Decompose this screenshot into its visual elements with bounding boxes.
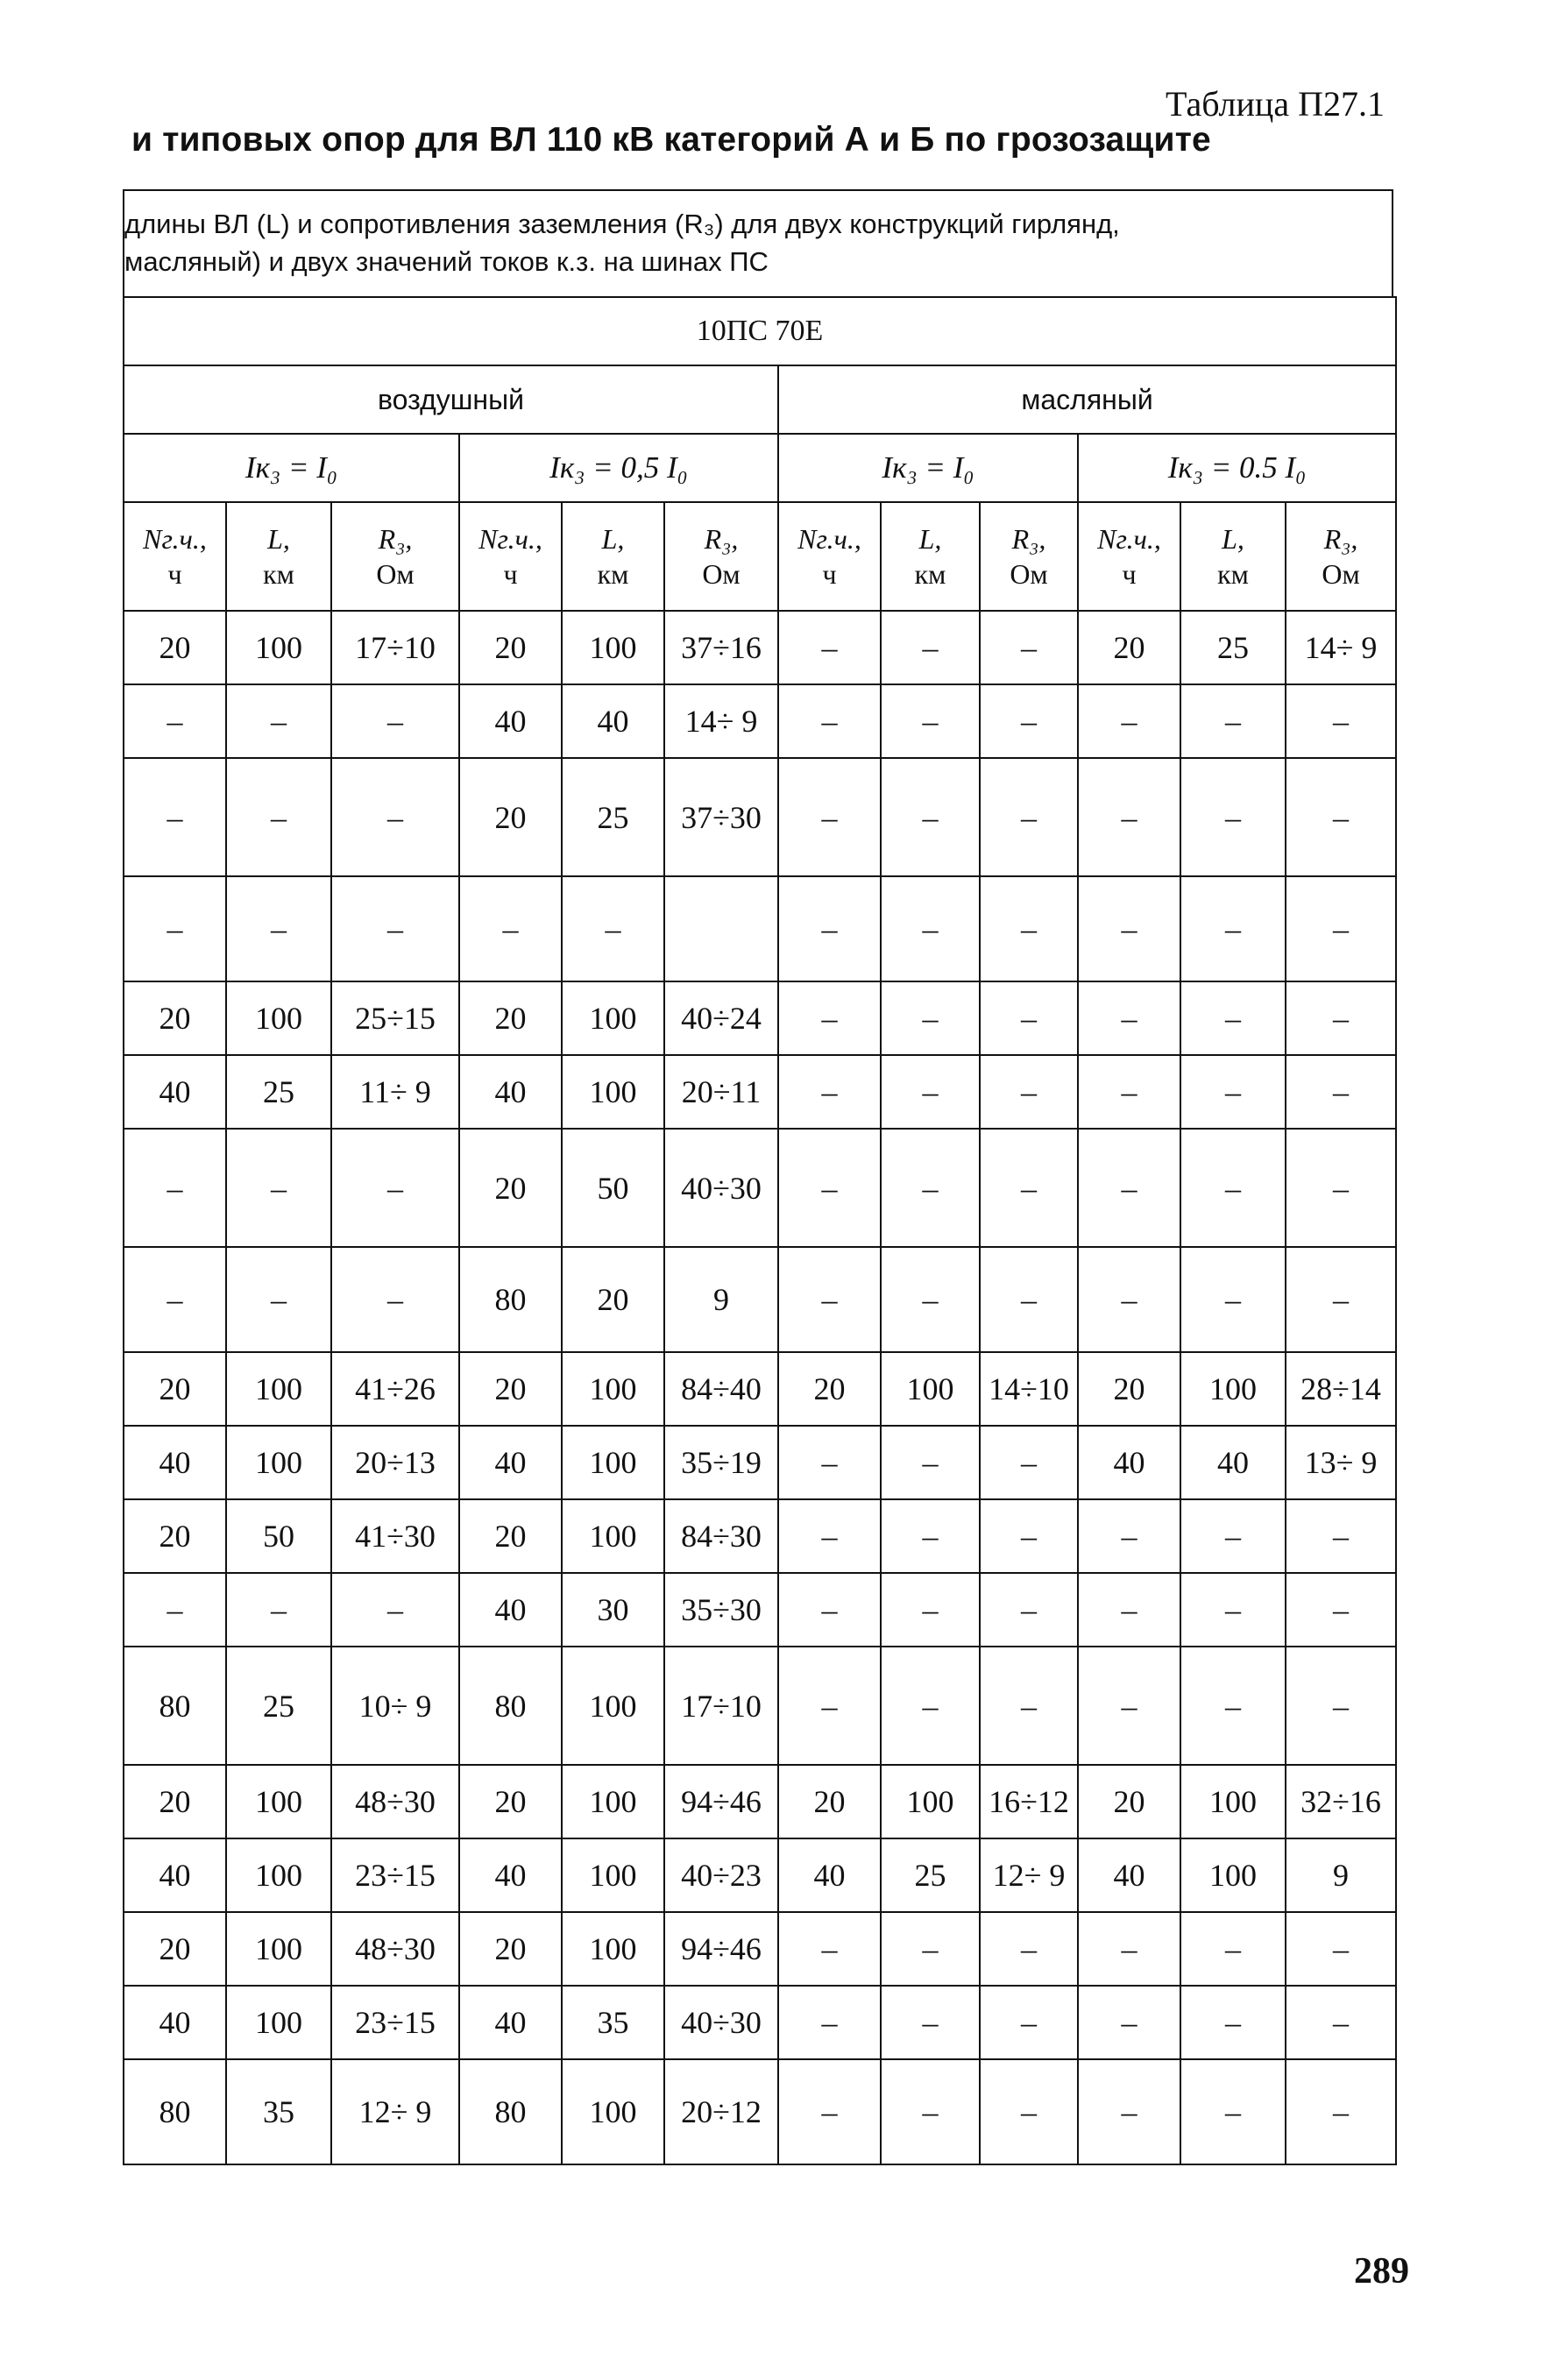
table-cell: 20 bbox=[459, 611, 562, 684]
table-cell: – bbox=[778, 981, 881, 1055]
data-table bbox=[123, 296, 1397, 2165]
table-cell: – bbox=[1286, 1247, 1396, 1352]
table-cell: 40 bbox=[124, 1426, 226, 1499]
table-cell: – bbox=[980, 1129, 1078, 1247]
table-cell: – bbox=[778, 1912, 881, 1986]
table-cell: 100 bbox=[562, 1426, 664, 1499]
table-cell: – bbox=[1180, 1912, 1286, 1986]
table-cell: 20 bbox=[459, 981, 562, 1055]
column-unit: Ом bbox=[1010, 558, 1048, 590]
column-symbol: L, bbox=[267, 523, 290, 555]
table-cell: 100 bbox=[1180, 1765, 1286, 1838]
table-cell: – bbox=[778, 2059, 881, 2164]
table-cell: – bbox=[331, 1573, 459, 1647]
table-cell: 37÷30 bbox=[664, 758, 778, 876]
column-header bbox=[664, 502, 778, 611]
column-header bbox=[331, 502, 459, 611]
table-cell: – bbox=[1180, 1055, 1286, 1129]
table-cell: 11÷ 9 bbox=[331, 1055, 459, 1129]
table-cell: – bbox=[1286, 981, 1396, 1055]
table-cell: – bbox=[1078, 1247, 1180, 1352]
table-cell: 100 bbox=[562, 1499, 664, 1573]
table-cell: 35÷19 bbox=[664, 1426, 778, 1499]
table-cell: – bbox=[1180, 2059, 1286, 2164]
table-cell: – bbox=[1078, 684, 1180, 758]
table-cell: 20 bbox=[124, 1499, 226, 1573]
table-cell: – bbox=[1180, 981, 1286, 1055]
page-heading: и типовых опор для ВЛ 110 кВ категорий А и Б по грозозащите bbox=[131, 121, 1211, 159]
column-header bbox=[226, 502, 331, 611]
table-cell: 25 bbox=[881, 1838, 980, 1912]
table-cell: – bbox=[980, 1247, 1078, 1352]
group-oil-header: масляный bbox=[778, 365, 1396, 434]
table-cell: – bbox=[331, 876, 459, 981]
table-row bbox=[124, 1055, 1396, 1129]
table-cell: 23÷15 bbox=[331, 1986, 459, 2059]
table-cell: 100 bbox=[881, 1765, 980, 1838]
table-row bbox=[124, 1573, 1396, 1647]
table-cell: 80 bbox=[459, 1247, 562, 1352]
table-cell: – bbox=[226, 758, 331, 876]
table-cell: – bbox=[1078, 1573, 1180, 1647]
table-cell: 17÷10 bbox=[664, 1647, 778, 1765]
table-cell: 40 bbox=[459, 1986, 562, 2059]
table-cell: – bbox=[1286, 1055, 1396, 1129]
table-cell: – bbox=[226, 876, 331, 981]
table-row bbox=[124, 876, 1396, 981]
table-cell: 40 bbox=[124, 1986, 226, 2059]
table-cell: – bbox=[778, 684, 881, 758]
table-cell: – bbox=[124, 876, 226, 981]
table-cell: 20 bbox=[459, 758, 562, 876]
table-cell: 14÷ 9 bbox=[1286, 611, 1396, 684]
column-header bbox=[1078, 502, 1180, 611]
table-cell: – bbox=[980, 1426, 1078, 1499]
table-row bbox=[124, 2059, 1396, 2164]
table-cell: 20 bbox=[459, 1352, 562, 1426]
table-cell: 20÷11 bbox=[664, 1055, 778, 1129]
table-cell: – bbox=[881, 876, 980, 981]
table-cell: – bbox=[980, 1055, 1078, 1129]
table-cell: 35 bbox=[226, 2059, 331, 2164]
table-cell: 40 bbox=[459, 1055, 562, 1129]
table-cell: 100 bbox=[562, 2059, 664, 2164]
table-cell: 23÷15 bbox=[331, 1838, 459, 1912]
table-cell: 40 bbox=[124, 1838, 226, 1912]
table-cell: – bbox=[778, 1499, 881, 1573]
table-cell: – bbox=[1078, 1129, 1180, 1247]
table-cell: 100 bbox=[562, 1912, 664, 1986]
table-cell: 20÷12 bbox=[664, 2059, 778, 2164]
table-row bbox=[124, 1912, 1396, 1986]
table-row bbox=[124, 1765, 1396, 1838]
table-cell: 40÷23 bbox=[664, 1838, 778, 1912]
table-cell: – bbox=[1286, 1986, 1396, 2059]
table-cell: – bbox=[562, 876, 664, 981]
group-air-header: воздушный bbox=[124, 365, 778, 434]
column-header bbox=[562, 502, 664, 611]
table-cell: 100 bbox=[562, 1055, 664, 1129]
table-row bbox=[124, 1838, 1396, 1912]
table-cell: – bbox=[778, 1573, 881, 1647]
column-header bbox=[459, 502, 562, 611]
table-cell: 100 bbox=[1180, 1838, 1286, 1912]
column-symbol: R₃, bbox=[1323, 523, 1358, 555]
table-cell: – bbox=[1078, 1499, 1180, 1573]
column-symbol: Nг.ч., bbox=[797, 523, 861, 555]
table-cell: – bbox=[1180, 1247, 1286, 1352]
column-symbol: R₃, bbox=[378, 523, 413, 555]
table-cell: 20 bbox=[459, 1499, 562, 1573]
table-cell: – bbox=[1286, 1499, 1396, 1573]
column-symbol: Nг.ч., bbox=[478, 523, 542, 555]
table-cell: 25÷15 bbox=[331, 981, 459, 1055]
table-cell bbox=[664, 876, 778, 981]
table-row bbox=[124, 1647, 1396, 1765]
table-cell: 48÷30 bbox=[331, 1912, 459, 1986]
table-cell: 40 bbox=[1078, 1838, 1180, 1912]
table-cell: – bbox=[1180, 1499, 1286, 1573]
table-cell: 17÷10 bbox=[331, 611, 459, 684]
table-cell: 84÷30 bbox=[664, 1499, 778, 1573]
table-cell: 100 bbox=[1180, 1352, 1286, 1426]
table-cell: – bbox=[331, 1129, 459, 1247]
insulator-type-header: 10ПС 70Е bbox=[124, 297, 1396, 365]
table-cell: – bbox=[881, 1247, 980, 1352]
page-number: 289 bbox=[1354, 2251, 1409, 2291]
table-cell: 20 bbox=[1078, 1765, 1180, 1838]
table-cell: – bbox=[1180, 876, 1286, 981]
table-cell: 25 bbox=[226, 1055, 331, 1129]
table-cell: – bbox=[1078, 1647, 1180, 1765]
table-row bbox=[124, 1499, 1396, 1573]
table-cell: – bbox=[1078, 2059, 1180, 2164]
table-cell: 80 bbox=[124, 1647, 226, 1765]
table-cell: 40÷24 bbox=[664, 981, 778, 1055]
column-unit: км bbox=[914, 558, 946, 590]
table-cell: – bbox=[980, 684, 1078, 758]
table-cell: – bbox=[124, 684, 226, 758]
table-cell: – bbox=[1286, 1573, 1396, 1647]
table-cell: – bbox=[980, 876, 1078, 981]
column-symbol: L, bbox=[918, 523, 942, 555]
table-cell: 80 bbox=[124, 2059, 226, 2164]
table-cell: – bbox=[331, 684, 459, 758]
table-cell: – bbox=[881, 1912, 980, 1986]
column-unit: ч bbox=[822, 558, 837, 590]
table-cell: – bbox=[226, 1129, 331, 1247]
column-header bbox=[881, 502, 980, 611]
table-cell: 35÷30 bbox=[664, 1573, 778, 1647]
column-unit: км bbox=[263, 558, 294, 590]
table-row bbox=[124, 611, 1396, 684]
air-half-current-header: Iк₃ = 0,5 I₀ bbox=[459, 434, 778, 502]
table-cell: 41÷30 bbox=[331, 1499, 459, 1573]
table-cell: – bbox=[778, 1129, 881, 1247]
table-cell: 20 bbox=[124, 1352, 226, 1426]
oil-full-current-header: Iк₃ = I₀ bbox=[778, 434, 1078, 502]
column-unit: км bbox=[597, 558, 629, 590]
table-cell: 14÷10 bbox=[980, 1352, 1078, 1426]
table-cell: – bbox=[1078, 876, 1180, 981]
column-symbol: Nг.ч., bbox=[1097, 523, 1161, 555]
table-cell: – bbox=[881, 2059, 980, 2164]
table-cell: – bbox=[1078, 1986, 1180, 2059]
table-cell: 100 bbox=[226, 981, 331, 1055]
table-cell: – bbox=[1286, 684, 1396, 758]
table-cell: 25 bbox=[562, 758, 664, 876]
table-cell: – bbox=[124, 1247, 226, 1352]
table-cell: 14÷ 9 bbox=[664, 684, 778, 758]
table-cell: 40 bbox=[459, 1838, 562, 1912]
table-cell: 20 bbox=[562, 1247, 664, 1352]
table-cell: 40 bbox=[124, 1055, 226, 1129]
table-cell: – bbox=[1286, 876, 1396, 981]
column-header bbox=[124, 502, 226, 611]
table-cell: – bbox=[778, 1986, 881, 2059]
table-cell: 80 bbox=[459, 2059, 562, 2164]
table-cell: 100 bbox=[881, 1352, 980, 1426]
column-unit: км bbox=[1217, 558, 1249, 590]
table-cell: 50 bbox=[226, 1499, 331, 1573]
table-cell: – bbox=[881, 981, 980, 1055]
table-cell: 41÷26 bbox=[331, 1352, 459, 1426]
table-cell: 28÷14 bbox=[1286, 1352, 1396, 1426]
column-symbol: Nг.ч., bbox=[143, 523, 207, 555]
table-cell: 94÷46 bbox=[664, 1912, 778, 1986]
table-cell: – bbox=[1078, 1055, 1180, 1129]
table-cell: – bbox=[778, 1247, 881, 1352]
table-cell: 20 bbox=[778, 1765, 881, 1838]
table-cell: 100 bbox=[226, 1986, 331, 2059]
table-cell: 12÷ 9 bbox=[331, 2059, 459, 2164]
table-row bbox=[124, 1352, 1396, 1426]
table-cell: – bbox=[881, 684, 980, 758]
table-cell: – bbox=[331, 1247, 459, 1352]
table-cell: 40÷30 bbox=[664, 1129, 778, 1247]
table-cell: 40 bbox=[1078, 1426, 1180, 1499]
table-cell: – bbox=[980, 981, 1078, 1055]
column-unit: Ом bbox=[1322, 558, 1360, 590]
table-cell: – bbox=[1180, 1986, 1286, 2059]
table-cell: 20 bbox=[459, 1912, 562, 1986]
table-cell: – bbox=[1078, 981, 1180, 1055]
table-row bbox=[124, 758, 1396, 876]
table-cell: 20 bbox=[778, 1352, 881, 1426]
table-cell: 40 bbox=[562, 684, 664, 758]
table-cell: – bbox=[1180, 1573, 1286, 1647]
table-cell: 20 bbox=[459, 1129, 562, 1247]
table-cell: – bbox=[980, 1986, 1078, 2059]
table-cell: – bbox=[778, 611, 881, 684]
table-cell: – bbox=[881, 1647, 980, 1765]
table-cell: 100 bbox=[562, 1838, 664, 1912]
caption-line-2: масляный) и двух значений токов к.з. на шинах ПС bbox=[124, 246, 769, 277]
column-header bbox=[778, 502, 881, 611]
table-cell: – bbox=[459, 876, 562, 981]
column-unit: ч bbox=[167, 558, 182, 590]
table-cell: – bbox=[881, 758, 980, 876]
table-cell: – bbox=[778, 1647, 881, 1765]
table-cell: – bbox=[881, 1986, 980, 2059]
table-cell: 20 bbox=[459, 1765, 562, 1838]
table-cell: 50 bbox=[562, 1129, 664, 1247]
table-cell: 40 bbox=[459, 684, 562, 758]
table-cell: 20÷13 bbox=[331, 1426, 459, 1499]
table-row bbox=[124, 1426, 1396, 1499]
table-cell: – bbox=[124, 758, 226, 876]
column-unit: ч bbox=[1122, 558, 1137, 590]
table-cell: 100 bbox=[226, 611, 331, 684]
column-symbol: R₃, bbox=[704, 523, 739, 555]
table-cell: – bbox=[980, 611, 1078, 684]
column-header bbox=[1286, 502, 1396, 611]
table-cell: – bbox=[1286, 2059, 1396, 2164]
table-cell: – bbox=[1286, 1912, 1396, 1986]
table-cell: – bbox=[1286, 1647, 1396, 1765]
table-cell: 40 bbox=[778, 1838, 881, 1912]
column-symbol: R₃, bbox=[1011, 523, 1046, 555]
column-header bbox=[1180, 502, 1286, 611]
table-row bbox=[124, 684, 1396, 758]
table-cell: – bbox=[124, 1129, 226, 1247]
column-unit: ч bbox=[503, 558, 518, 590]
table-cell: 40÷30 bbox=[664, 1986, 778, 2059]
column-unit: Ом bbox=[702, 558, 741, 590]
table-cell: 100 bbox=[226, 1838, 331, 1912]
table-cell: – bbox=[1180, 758, 1286, 876]
table-cell: – bbox=[980, 1912, 1078, 1986]
table-cell: 100 bbox=[562, 1765, 664, 1838]
table-cell: – bbox=[1180, 1129, 1286, 1247]
table-cell: – bbox=[778, 1426, 881, 1499]
table-cell: – bbox=[881, 1499, 980, 1573]
air-full-current-header: Iк₃ = I₀ bbox=[124, 434, 459, 502]
table-cell: 20 bbox=[124, 1912, 226, 1986]
table-cell: 100 bbox=[562, 611, 664, 684]
table-cell: 9 bbox=[1286, 1838, 1396, 1912]
table-cell: 32÷16 bbox=[1286, 1765, 1396, 1838]
column-header bbox=[980, 502, 1078, 611]
table-cell: 25 bbox=[1180, 611, 1286, 684]
table-cell: 16÷12 bbox=[980, 1765, 1078, 1838]
table-cell: 40 bbox=[1180, 1426, 1286, 1499]
table-cell: – bbox=[226, 1573, 331, 1647]
table-cell: 20 bbox=[1078, 611, 1180, 684]
table-cell: 20 bbox=[124, 1765, 226, 1838]
table-cell: – bbox=[1180, 684, 1286, 758]
table-cell: 20 bbox=[124, 611, 226, 684]
table-cell: – bbox=[881, 611, 980, 684]
caption-line-1: длины ВЛ (L) и сопротивления заземления (R₃) для двух конструкций гирлянд, bbox=[124, 209, 1120, 239]
table-cell: – bbox=[226, 1247, 331, 1352]
table-cell: 48÷30 bbox=[331, 1765, 459, 1838]
table-cell: 20 bbox=[1078, 1352, 1180, 1426]
column-symbol: L, bbox=[1222, 523, 1244, 555]
table-cell: 40 bbox=[459, 1573, 562, 1647]
table-cell: 10÷ 9 bbox=[331, 1647, 459, 1765]
table-cell: 100 bbox=[226, 1426, 331, 1499]
table-cell: – bbox=[881, 1055, 980, 1129]
table-cell: 13÷ 9 bbox=[1286, 1426, 1396, 1499]
table-cell: 100 bbox=[562, 1647, 664, 1765]
table-cell: 30 bbox=[562, 1573, 664, 1647]
column-unit: Ом bbox=[376, 558, 415, 590]
table-cell: 80 bbox=[459, 1647, 562, 1765]
table-caption bbox=[123, 189, 1393, 298]
table-cell: – bbox=[980, 1573, 1078, 1647]
table-row bbox=[124, 1986, 1396, 2059]
table-cell: – bbox=[980, 2059, 1078, 2164]
table-cell: – bbox=[1286, 1129, 1396, 1247]
table-cell: 100 bbox=[562, 981, 664, 1055]
table-cell: 9 bbox=[664, 1247, 778, 1352]
table-row bbox=[124, 981, 1396, 1055]
table-cell: – bbox=[778, 1055, 881, 1129]
table-cell: 20 bbox=[124, 981, 226, 1055]
table-cell: – bbox=[1286, 758, 1396, 876]
table-cell: 94÷46 bbox=[664, 1765, 778, 1838]
table-cell: – bbox=[124, 1573, 226, 1647]
table-cell: 100 bbox=[226, 1765, 331, 1838]
table-cell: 100 bbox=[226, 1912, 331, 1986]
table-label: Таблица П27.1 bbox=[1166, 84, 1385, 124]
table-cell: – bbox=[980, 758, 1078, 876]
table-row bbox=[124, 1247, 1396, 1352]
table-cell: – bbox=[226, 684, 331, 758]
table-cell: – bbox=[980, 1499, 1078, 1573]
table-cell: – bbox=[881, 1426, 980, 1499]
table-cell: 25 bbox=[226, 1647, 331, 1765]
table-cell: 100 bbox=[562, 1352, 664, 1426]
table-cell: – bbox=[1180, 1647, 1286, 1765]
table-row bbox=[124, 1129, 1396, 1247]
table-cell: 100 bbox=[226, 1352, 331, 1426]
table-cell: – bbox=[980, 1647, 1078, 1765]
table-cell: – bbox=[331, 758, 459, 876]
table-cell: 37÷16 bbox=[664, 611, 778, 684]
table-cell: – bbox=[881, 1573, 980, 1647]
column-symbol: L, bbox=[601, 523, 625, 555]
table-cell: 40 bbox=[459, 1426, 562, 1499]
table-cell: – bbox=[1078, 1912, 1180, 1986]
table-cell: 12÷ 9 bbox=[980, 1838, 1078, 1912]
oil-half-current-header: Iк₃ = 0.5 I₀ bbox=[1078, 434, 1396, 502]
table-cell: – bbox=[778, 758, 881, 876]
table-cell: 35 bbox=[562, 1986, 664, 2059]
table-cell: – bbox=[1078, 758, 1180, 876]
table-cell: – bbox=[881, 1129, 980, 1247]
table-cell: – bbox=[778, 876, 881, 981]
table-cell: 84÷40 bbox=[664, 1352, 778, 1426]
